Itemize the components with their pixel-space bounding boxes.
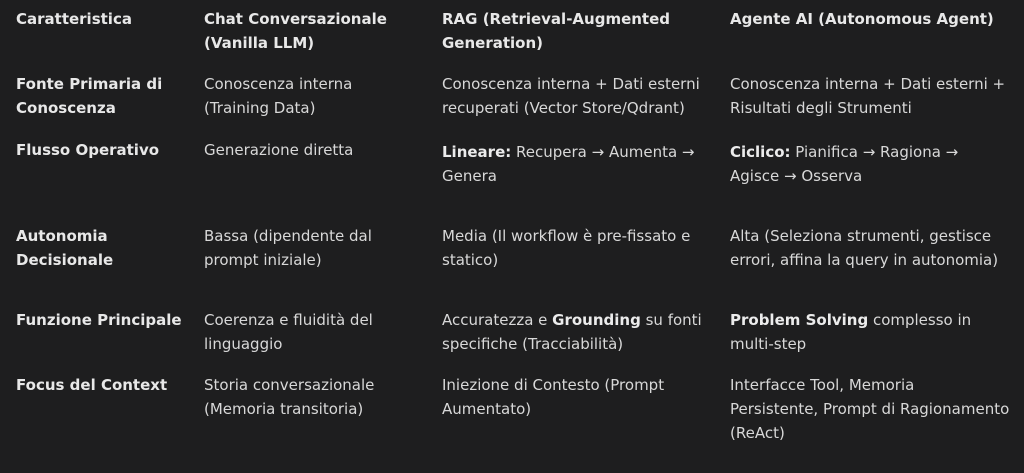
cell-line	[442, 308, 717, 332]
cell-line: (Memoria transitoria)	[204, 400, 364, 418]
header-line: RAG (Retrieval-Augmented	[442, 10, 671, 28]
cell-line: Iniezione di Contesto (Prompt	[442, 376, 665, 394]
cell-agent	[730, 373, 1020, 445]
cell-rag	[442, 140, 717, 188]
cell-line: errori, affina la query in autonomia)	[730, 251, 999, 269]
row-label-line: Focus del Context	[16, 376, 168, 394]
cell-line: Aumentato)	[442, 400, 532, 418]
cell-line: specifiche (Tracciabilità)	[442, 335, 624, 353]
header-rag	[442, 7, 717, 55]
header-chat	[204, 7, 429, 55]
bold-term: Lineare:	[442, 143, 512, 161]
cell-line: Interfacce Tool, Memoria	[730, 376, 915, 394]
cell-line: prompt iniziale)	[204, 251, 322, 269]
bold-term: Ciclico:	[730, 143, 791, 161]
header-line: Agente AI (Autonomous Agent)	[730, 10, 994, 28]
cell-agent	[730, 72, 1020, 120]
cell-line: Bassa (dipendente dal	[204, 227, 372, 245]
cell-line: multi-step	[730, 335, 807, 353]
cell-chat	[204, 308, 429, 356]
row-label	[16, 138, 191, 162]
cell-text: complesso in	[868, 311, 972, 329]
cell-line: Storia conversazionale	[204, 376, 375, 394]
cell-rag	[442, 72, 717, 120]
header-agent	[730, 7, 1020, 31]
cell-text: Pianifica → Ragiona →	[790, 143, 959, 161]
header-caratteristica	[16, 7, 191, 31]
header-line: Caratteristica	[16, 10, 132, 28]
row-label-line: Fonte Primaria di	[16, 75, 163, 93]
row-label	[16, 72, 191, 120]
cell-chat	[204, 224, 429, 272]
row-label	[16, 308, 191, 332]
cell-rag	[442, 373, 717, 421]
cell-rag	[442, 308, 717, 356]
cell-line: Alta (Seleziona strumenti, gestisce	[730, 227, 992, 245]
cell-line	[442, 140, 717, 164]
header-line: (Vanilla LLM)	[204, 34, 315, 52]
cell-line: Conoscenza interna + Dati esterni	[442, 75, 700, 93]
row-label-line: Funzione Principale	[16, 311, 182, 329]
cell-agent	[730, 308, 1020, 356]
cell-agent	[730, 224, 1020, 272]
header-line: Chat Conversazionale	[204, 10, 387, 28]
cell-chat	[204, 72, 429, 120]
bold-term: Problem Solving	[730, 311, 869, 329]
row-label-line: Decisionale	[16, 251, 114, 269]
cell-line: Genera	[442, 167, 497, 185]
cell-line: Risultati degli Strumenti	[730, 99, 912, 117]
cell-rag	[442, 224, 717, 272]
cell-line: Persistente, Prompt di Ragionamento	[730, 400, 1010, 418]
cell-line: Coerenza e fluidità del	[204, 311, 373, 329]
cell-text: Recupera → Aumenta →	[511, 143, 695, 161]
row-label	[16, 373, 191, 397]
cell-line: Conoscenza interna + Dati esterni +	[730, 75, 1006, 93]
row-label-line: Flusso Operativo	[16, 141, 160, 159]
cell-line: Generazione diretta	[204, 141, 354, 159]
row-label	[16, 224, 191, 272]
cell-line	[730, 308, 1020, 332]
cell-line: statico)	[442, 251, 499, 269]
cell-agent	[730, 140, 1020, 188]
cell-line: recuperati (Vector Store/Qdrant)	[442, 99, 685, 117]
cell-line: linguaggio	[204, 335, 283, 353]
row-label-line: Autonomia	[16, 227, 108, 245]
header-line: Generation)	[442, 34, 544, 52]
cell-line	[730, 140, 1020, 164]
cell-line: (ReAct)	[730, 424, 785, 442]
cell-line: (Training Data)	[204, 99, 316, 117]
cell-chat	[204, 138, 429, 162]
cell-chat	[204, 373, 429, 421]
cell-text: su fonti	[640, 311, 702, 329]
cell-line: Agisce → Osserva	[730, 167, 863, 185]
cell-line: Conoscenza interna	[204, 75, 353, 93]
cell-text: Accuratezza e	[442, 311, 553, 329]
cell-line: Media (Il workflow è pre-fissato e	[442, 227, 691, 245]
row-label-line: Conoscenza	[16, 99, 116, 117]
bold-term: Grounding	[552, 311, 641, 329]
